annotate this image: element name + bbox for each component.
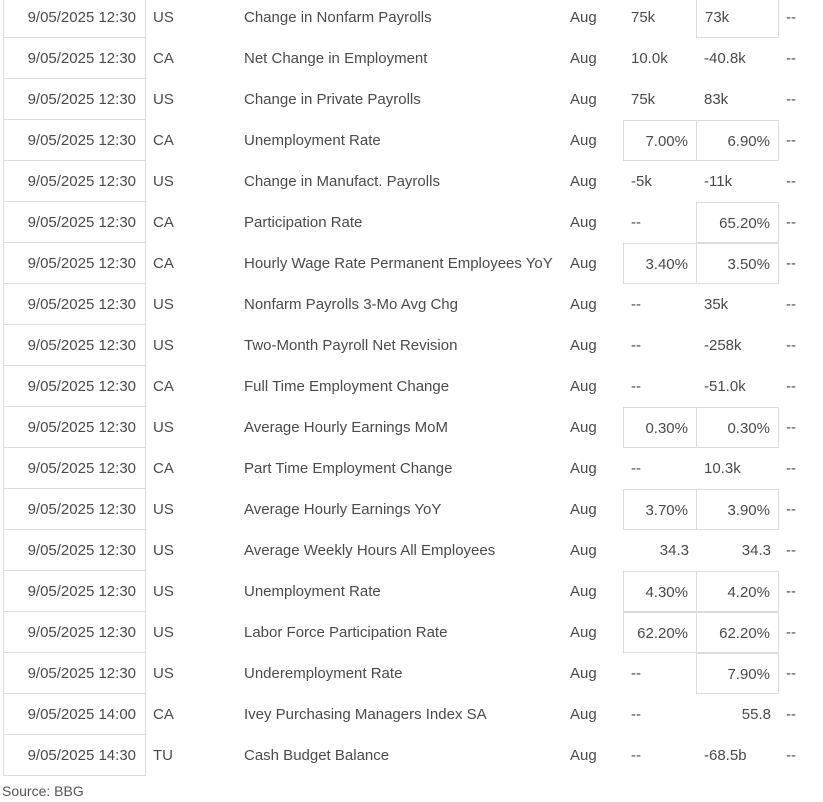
revised-cell: -- [786,255,796,272]
prior-cell: -68.5b [704,747,747,764]
revised-cell: -- [786,9,796,26]
country-cell: US [153,173,174,190]
date-cell: 9/05/2025 12:30 [3,284,146,325]
survey-cell: 75k [631,91,656,108]
revised-cell: -- [786,419,796,436]
event-cell: Participation Rate [244,214,363,231]
country-cell: US [153,583,174,600]
event-cell: Labor Force Participation Rate [244,624,448,641]
table-row [0,243,823,284]
period-cell: Aug [570,9,597,26]
period-cell: Aug [570,132,597,149]
event-cell: Ivey Purchasing Managers Index SA [244,706,487,723]
date-cell: 9/05/2025 14:00 [3,694,146,735]
survey-cell: 75k [631,9,656,26]
table-row [0,653,823,694]
event-cell: Nonfarm Payrolls 3-Mo Avg Chg [244,296,458,313]
revised-cell: -- [786,132,796,149]
period-cell: Aug [570,501,597,518]
date-cell: 9/05/2025 12:30 [3,38,146,79]
survey-cell: -- [631,296,641,313]
survey-cell: -- [631,214,641,231]
prior-cell: 65.20% [696,202,779,243]
prior-cell: -11k [704,173,733,190]
event-cell: Full Time Employment Change [244,378,450,395]
survey-cell: 10.0k [631,50,668,67]
date-cell: 9/05/2025 12:30 [3,0,146,38]
table-row [0,612,823,653]
survey-cell: 7.00% [623,120,697,161]
table-row [0,694,823,735]
table-row [0,735,823,776]
country-cell: US [153,419,174,436]
event-cell: Average Hourly Earnings MoM [244,419,448,436]
event-cell: Change in Private Payrolls [244,91,421,108]
survey-cell: 4.30% [623,571,697,612]
prior-cell: 3.90% [696,489,779,530]
country-cell: CA [153,460,174,477]
prior-cell: 3.50% [696,243,779,284]
prior-cell: 83k [704,91,729,108]
period-cell: Aug [570,173,597,190]
prior-cell: -51.0k [704,378,746,395]
prior-cell: 35k [704,296,729,313]
period-cell: Aug [570,50,597,67]
table-row [0,448,823,489]
survey-cell: 3.40% [623,243,697,284]
table-row [0,161,823,202]
table-row [0,407,823,448]
revised-cell: -- [786,378,796,395]
revised-cell: -- [786,706,796,723]
country-cell: CA [153,378,174,395]
date-cell: 9/05/2025 12:30 [3,120,146,161]
revised-cell: -- [786,583,796,600]
prior-cell: 34.3 [741,542,771,559]
table-row [0,489,823,530]
period-cell: Aug [570,542,597,559]
table-row [0,38,823,79]
period-cell: Aug [570,378,597,395]
revised-cell: -- [786,460,796,477]
country-cell: US [153,665,174,682]
revised-cell: -- [786,173,796,190]
revised-cell: -- [786,214,796,231]
country-cell: US [153,542,174,559]
revised-cell: -- [786,50,796,67]
country-cell: US [153,624,174,641]
event-cell: Unemployment Rate [244,583,381,600]
event-cell: Two-Month Payroll Net Revision [244,337,458,354]
period-cell: Aug [570,747,597,764]
event-cell: Hourly Wage Rate Permanent Employees YoY [244,255,553,272]
date-cell: 9/05/2025 12:30 [3,571,146,612]
prior-cell: 7.90% [696,653,779,694]
table-row [0,0,823,38]
prior-cell: 55.8 [741,706,771,723]
table-row [0,120,823,161]
country-cell: CA [153,132,174,149]
prior-cell: -40.8k [704,50,746,67]
date-cell: 9/05/2025 12:30 [3,489,146,530]
source-note: Source: BBG [2,783,84,799]
period-cell: Aug [570,706,597,723]
table-row [0,202,823,243]
country-cell: CA [153,50,174,67]
revised-cell: -- [786,624,796,641]
country-cell: CA [153,214,174,231]
country-cell: US [153,91,174,108]
survey-cell: -- [631,747,641,764]
survey-cell: -- [631,337,641,354]
event-cell: Change in Manufact. Payrolls [244,173,440,190]
country-cell: US [153,501,174,518]
date-cell: 9/05/2025 12:30 [3,448,146,489]
country-cell: TU [153,747,173,764]
country-cell: US [153,9,174,26]
period-cell: Aug [570,419,597,436]
table-row [0,79,823,120]
survey-cell: -- [631,378,641,395]
prior-cell: 10.3k [704,460,741,477]
period-cell: Aug [570,91,597,108]
event-cell: Change in Nonfarm Payrolls [244,9,432,26]
table-row [0,284,823,325]
revised-cell: -- [786,665,796,682]
period-cell: Aug [570,296,597,313]
survey-cell: -- [631,460,641,477]
period-cell: Aug [570,624,597,641]
period-cell: Aug [570,460,597,477]
revised-cell: -- [786,337,796,354]
revised-cell: -- [786,501,796,518]
revised-cell: -- [786,91,796,108]
period-cell: Aug [570,665,597,682]
event-cell: Unemployment Rate [244,132,381,149]
table-row [0,366,823,407]
table-row [0,325,823,366]
date-cell: 9/05/2025 12:30 [3,202,146,243]
table-row [0,571,823,612]
date-cell: 9/05/2025 12:30 [3,653,146,694]
prior-cell: 0.30% [696,407,779,448]
survey-cell: 0.30% [623,407,697,448]
period-cell: Aug [570,255,597,272]
date-cell: 9/05/2025 12:30 [3,407,146,448]
date-cell: 9/05/2025 12:30 [3,161,146,202]
period-cell: Aug [570,337,597,354]
survey-cell: 3.70% [623,489,697,530]
prior-cell: -258k [704,337,742,354]
event-cell: Underemployment Rate [244,665,403,682]
table-row [0,530,823,571]
period-cell: Aug [570,583,597,600]
date-cell: 9/05/2025 12:30 [3,243,146,284]
country-cell: US [153,296,174,313]
survey-cell: -5k [631,173,652,190]
country-cell: CA [153,255,174,272]
event-cell: Average Hourly Earnings YoY [244,501,442,518]
survey-cell: -- [631,665,641,682]
date-cell: 9/05/2025 12:30 [3,530,146,571]
event-cell: Part Time Employment Change [244,460,453,477]
date-cell: 9/05/2025 12:30 [3,366,146,407]
event-cell: Net Change in Employment [244,50,428,67]
revised-cell: -- [786,296,796,313]
survey-cell: -- [631,706,641,723]
country-cell: US [153,337,174,354]
prior-cell: 6.90% [696,120,779,161]
date-cell: 9/05/2025 12:30 [3,325,146,366]
prior-cell: 62.20% [696,612,779,653]
country-cell: CA [153,706,174,723]
date-cell: 9/05/2025 12:30 [3,79,146,120]
prior-cell: 4.20% [696,571,779,612]
prior-cell: 73k [696,0,779,38]
date-cell: 9/05/2025 12:30 [3,612,146,653]
survey-cell: 62.20% [623,612,697,653]
event-cell: Cash Budget Balance [244,747,390,764]
survey-cell: 34.3 [659,542,689,559]
date-cell: 9/05/2025 14:30 [3,735,146,776]
revised-cell: -- [786,542,796,559]
event-cell: Average Weekly Hours All Employees [244,542,496,559]
revised-cell: -- [786,747,796,764]
period-cell: Aug [570,214,597,231]
